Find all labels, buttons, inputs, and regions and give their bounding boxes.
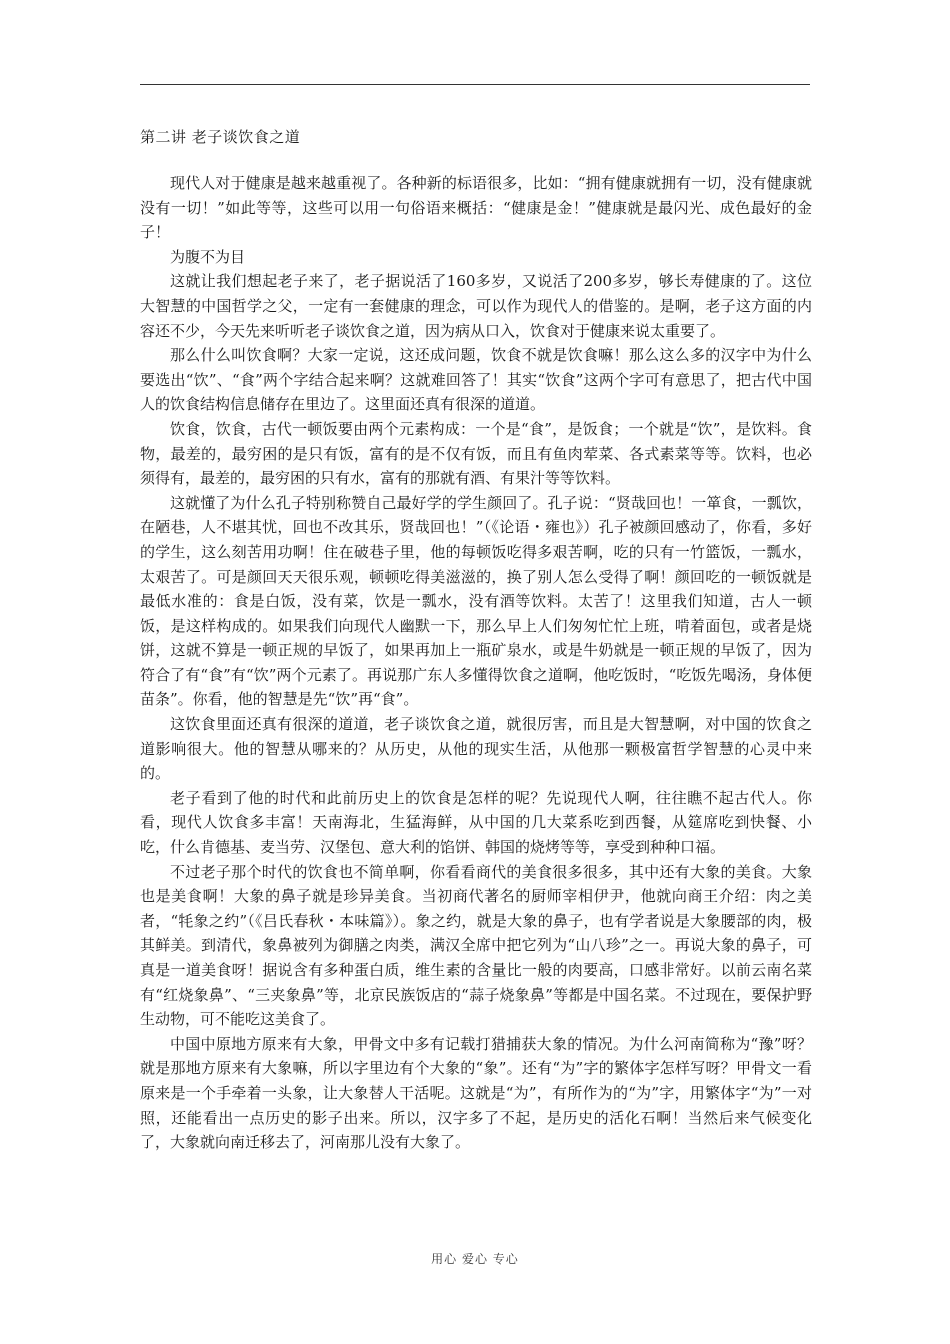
paragraph-9: 中国中原地方原来有大象，甲骨文中多有记载打猎捕获大象的情况。为什么河南简称为“豫”呀？就是那地方原来有大象嘛，所以字里边有个大象的“象”。还有“为”字的繁体字怎样写呀？甲骨文一看原来是一个手牵着一头象，让大象替人干活呢。这就是“为”，有所作为的“为”字，用繁体字“为”一对照，还能看出一点历史的影子出来。所以，汉字多了不起，是历史的活化石啊！当然后来气候变化了，大象就向南迁移去了，河南那儿没有大象了。 — [140, 1034, 812, 1152]
paragraph-4: 饮食，饮食，古代一顿饭要由两个元素构成：一个是“食”，是饭食；一个就是“饮”，是饮料。食物，最差的，最穷困的是只有饭，富有的是不仅有饭，而且有鱼肉荤菜、各式素菜等等。饮料，也必须得有，最差的，最穷困的只有水，富有的那就有酒、有果汁等等饮料。 — [140, 419, 812, 488]
paragraph-1: 现代人对于健康是越来越重视了。各种新的标语很多，比如：“拥有健康就拥有一切，没有健康就没有一切！”如此等等，这些可以用一句俗语来概括：“健康是金！”健康就是最闪光、成色最好的金子！ — [140, 174, 812, 242]
page-title: 第二讲 老子谈饮食之道 — [140, 128, 301, 146]
paragraph-5: 这就懂了为什么孔子特别称赞自己最好学的学生颜回了。孔子说：“贤哉回也！一箪食，一瓢饮，在陋巷，人不堪其忧，回也不改其乐，贤哉回也！”（《论语・雍也》）孔子被颜回感动了，你看，多好的学生，这么刻苦用功啊！住在破巷子里，他的每顿饭吃得多艰苦啊，吃的只有一竹篮饭，一瓢水，太艰苦了。可是颜回天天很乐观，顿顿吃得美滋滋的，换了别人怎么受得了啊！颜回吃的一顿饭就是最低水准的：食是白饭，没有菜，饮是一瓢水，没有酒等饮料。太苦了！这里我们知道，古人一顿饭，是这样构成的。如果我们向现代人幽默一下，那么早上人们匆匆忙忙上班，啃着面包，或者是烧饼，这就不算是一顿正规的早饭了，如果再加上一瓶矿泉水，或是牛奶就是一顿正规的早饭了，因为符合了有“食”有“饮”两个元素了。再说那广东人多懂得饮食之道啊，他吃饭时，“吃饭先喝汤，身体便苗条”。你看，他的智慧是先“饮”再“食”。 — [140, 493, 812, 709]
header-rule — [140, 84, 810, 85]
section-heading: 为腹不为目 — [170, 247, 246, 266]
paragraph-6: 这饮食里面还真有很深的道道，老子谈饮食之道，就很厉害，而且是大智慧啊，对中国的饮食之道影响很大。他的智慧从哪来的？从历史，从他的现实生活，从他那一颗极富哲学智慧的心灵中来的。 — [140, 715, 812, 783]
paragraph-3: 那么什么叫饮食啊？大家一定说，这还成问题，饮食不就是饮食嘛！那么这么多的汉字中为什么要选出“饮”、“食”两个字结合起来啊？这就难回答了！其实“饮食”这两个字可有意思了，把古代中国人的饮食结构信息储存在里边了。这里面还真有很深的道道。 — [140, 346, 812, 414]
page-footer: 用心 爱心 专心 — [431, 1252, 519, 1266]
paragraph-8: 不过老子那个时代的饮食也不简单啊，你看看商代的美食很多很多，其中还有大象的美食。大象也是美食啊！大象的鼻子就是珍异美食。当初商代著名的厨师宰相伊尹，他就向商王介绍：肉之美者，“牦象之约”（《吕氏春秋・本味篇》）。象之约，就是大象的鼻子，也有学者说是大象腰部的肉，极其鲜美。到清代，象鼻被列为御膳之肉类，满汉全席中把它列为“山八珍”之一。再说大象的鼻子，可真是一道美食呀！据说含有多种蛋白质，维生素的含量比一般的肉要高，口感非常好。以前云南名菜有“红烧象鼻”、“三夹象鼻”等，北京民族饭店的“蒜子烧象鼻”等都是中国名菜。不过现在，要保护野生动物，可不能吃这美食了。 — [140, 862, 812, 1029]
paragraph-2: 这就让我们想起老子来了，老子据说活了160多岁，又说活了200多岁，够长寿健康的了。这位大智慧的中国哲学之父，一定有一套健康的理念，可以作为现代人的借鉴的。是啊，老子这方面的内容还不少，今天先来听听老子谈饮食之道，因为病从口入，饮食对于健康来说太重要了。 — [140, 272, 812, 340]
body-text — [140, 171, 812, 1155]
paragraph-7: 老子看到了他的时代和此前历史上的饮食是怎样的呢？先说现代人啊，往往瞧不起古代人。你看，现代人饮食多丰富！天南海北，生猛海鲜，从中国的几大菜系吃到西餐，从筵席吃到快餐、小吃，什么肯德基、麦当劳、汉堡包、意大利的馅饼、韩国的烧烤等等，享受到种种口福。 — [140, 788, 812, 857]
